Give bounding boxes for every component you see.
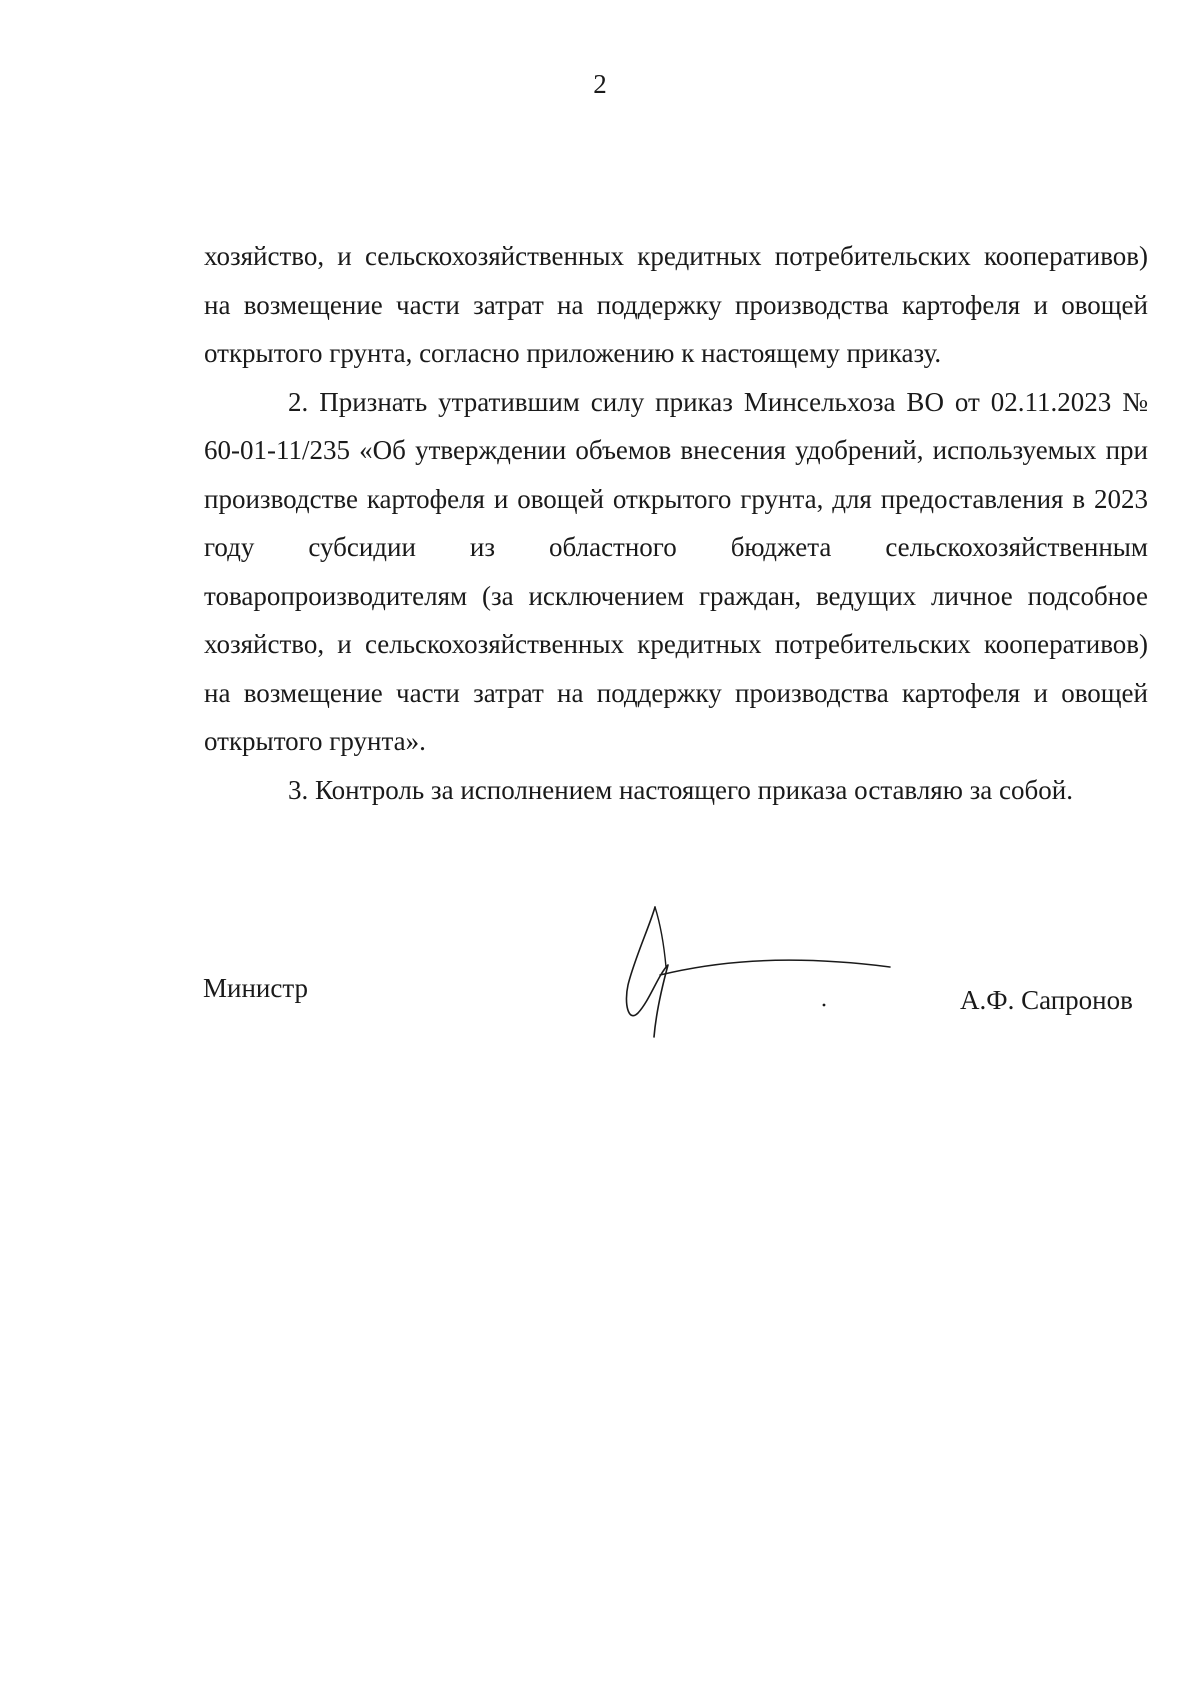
paragraph-item-2: 2. Признать утратившим силу приказ Минсельхоза ВО от 02.11.2023 № 60-01-11/235 «Об утверждении объемов внесения удобрений, используемых при производстве картофеля и овощей открытого грунта, для предоставления в 2023 году субсидии из областного бюджета сельскохозяйственным товаропроизводителям (за исключением граждан, ведущих личное подсобное хозяйство, и сельскохозяйственных кредитных потребительских кооперативов) на возмещение части затрат на поддержку производства картофеля и овощей открытого грунта». — [204, 386, 1148, 756]
paragraph-continuation: хозяйство, и сельскохозяйственных кредитных потребительских кооперативов) на возмещение части затрат на поддержку производства картофеля и овощей открытого грунта, согласно приложению к настоящему приказу. — [204, 241, 1148, 368]
paragraph-item-3: 3. Контроль за исполнением настоящего приказа оставляю за собой. — [288, 774, 1073, 805]
signatory-position: Министр — [203, 973, 308, 1003]
page-number: 2 — [593, 69, 607, 99]
handwritten-signature — [620, 905, 910, 1040]
signatory-name: А.Ф. Сапронов — [960, 985, 1133, 1015]
document-body — [204, 232, 1148, 814]
